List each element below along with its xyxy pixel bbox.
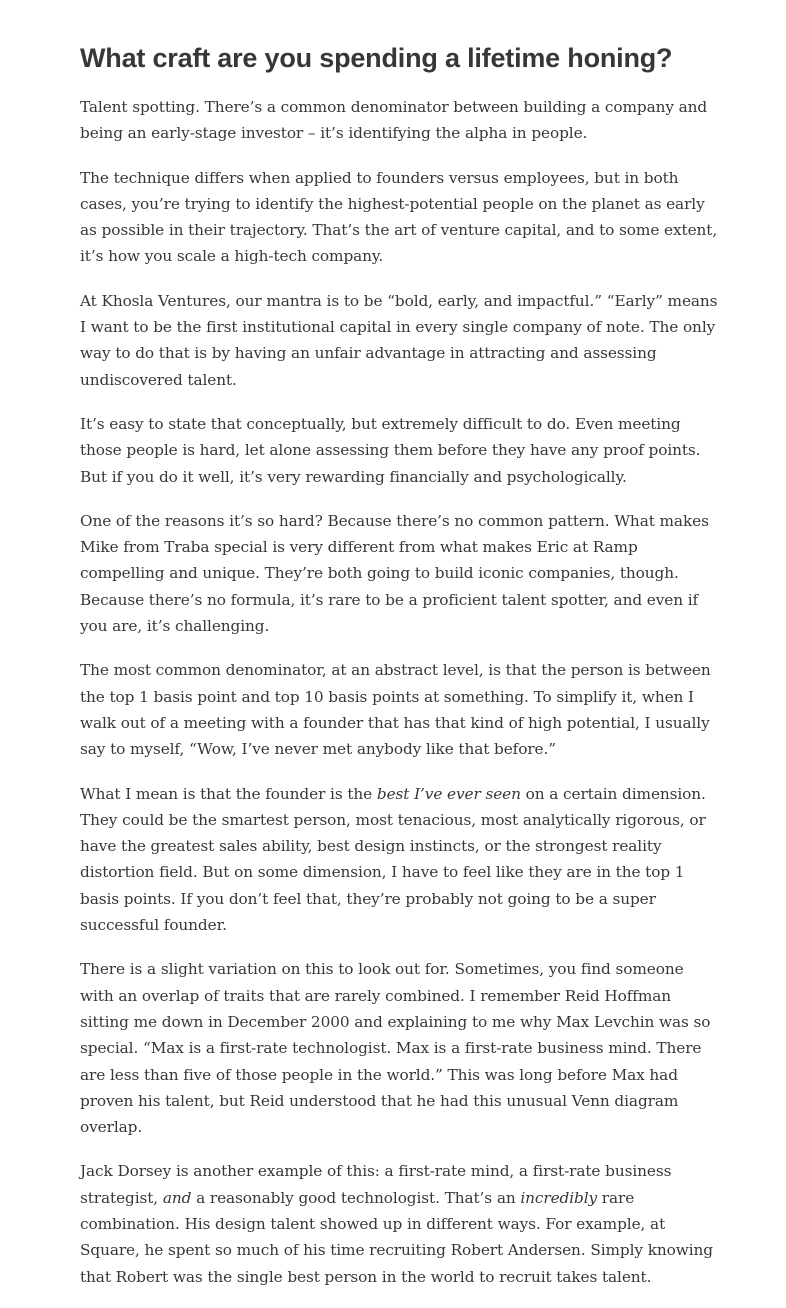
paragraph <box>80 781 720 939</box>
emphasis: and <box>162 1188 192 1207</box>
paragraph: Talent spotting. There’s a common denominator between building a company and being an early-stage investor – it’s identifying the alpha in people. <box>80 98 708 143</box>
paragraph: The technique differs when applied to founders versus employees, but in both cases, you’re trying to identify the highest-potential people on the planet as early as possible in their trajectory. That’s the art of venture capital, and to some extent, it’s how you scale a high-tech company. <box>80 168 718 266</box>
emphasis: best I’ve ever seen <box>376 784 521 803</box>
emphasis: incredibly <box>520 1188 598 1207</box>
paragraph: The most common denominator, at an abstract level, is that the person is between the top 1 basis point and top 10 basis points at something. To simplify it, when I walk out of a meeting with a founder that has that kind of high potential, I usually say to myself, “Wow, I’ve never met anybody like that before.” <box>80 661 711 759</box>
text-run: rare combination. His design talent showed up in different ways. For example, at Square, he spent so much of his time recruiting Robert Andersen. Simply knowing that Robert was the single best person in the world to recruit takes talent. <box>80 1188 713 1286</box>
paragraph: There is a slight variation on this to look out for. Sometimes, you find someone with an overlap of traits that are rarely combined. I remember Reid Hoffman sitting me down in December 2000 and explaining to me why Max Levchin was so special. “Max is a first-rate technologist. Max is a first-rate business mind. There are less than five of those people in the world.” This was long before Max had proven his talent, but Reid understood that he had this unusual Venn diagram overlap. <box>80 960 711 1137</box>
article <box>80 40 720 1308</box>
text-run: a reasonably good technologist. That’s an <box>191 1188 521 1207</box>
paragraph: One of the reasons it’s so hard? Because there’s no common pattern. What makes Mike from Traba special is very different from what makes Eric at Ramp compelling and unique. They’re both going to build iconic companies, though. Because there’s no formula, it’s rare to be a proficient talent spotter, and even if you are, it’s challenging. <box>80 511 709 636</box>
text-run: Jack Dorsey is another example of this: a first-rate mind, a first-rate business strategist, <box>80 1162 672 1207</box>
paragraph: It’s easy to state that conceptually, but extremely difficult to do. Even meeting those people is hard, let alone assessing them before they have any proof points. But if you do it well, it’s very rewarding financially and psychologically. <box>80 414 701 486</box>
article-title: What craft are you spending a lifetime honing? <box>80 43 673 73</box>
text-run: on a certain dimension. They could be the smartest person, most tenacious, most analytically rigorous, or have the greatest sales ability, best design instincts, or the strongest reality distortion field. But on some dimension, I have to feel like they are in the top 1 basis points. If you don’t feel that, they’re probably not going to be a super successful founder. <box>80 784 706 935</box>
paragraph <box>80 1158 720 1289</box>
text-run: What I mean is that the founder is the <box>80 784 377 803</box>
paragraph: At Khosla Ventures, our mantra is to be “bold, early, and impactful.” “Early” means I want to be the first institutional capital in every single company of note. The only way to do that is by having an unfair advantage in attracting and assessing undiscovered talent. <box>80 291 718 389</box>
